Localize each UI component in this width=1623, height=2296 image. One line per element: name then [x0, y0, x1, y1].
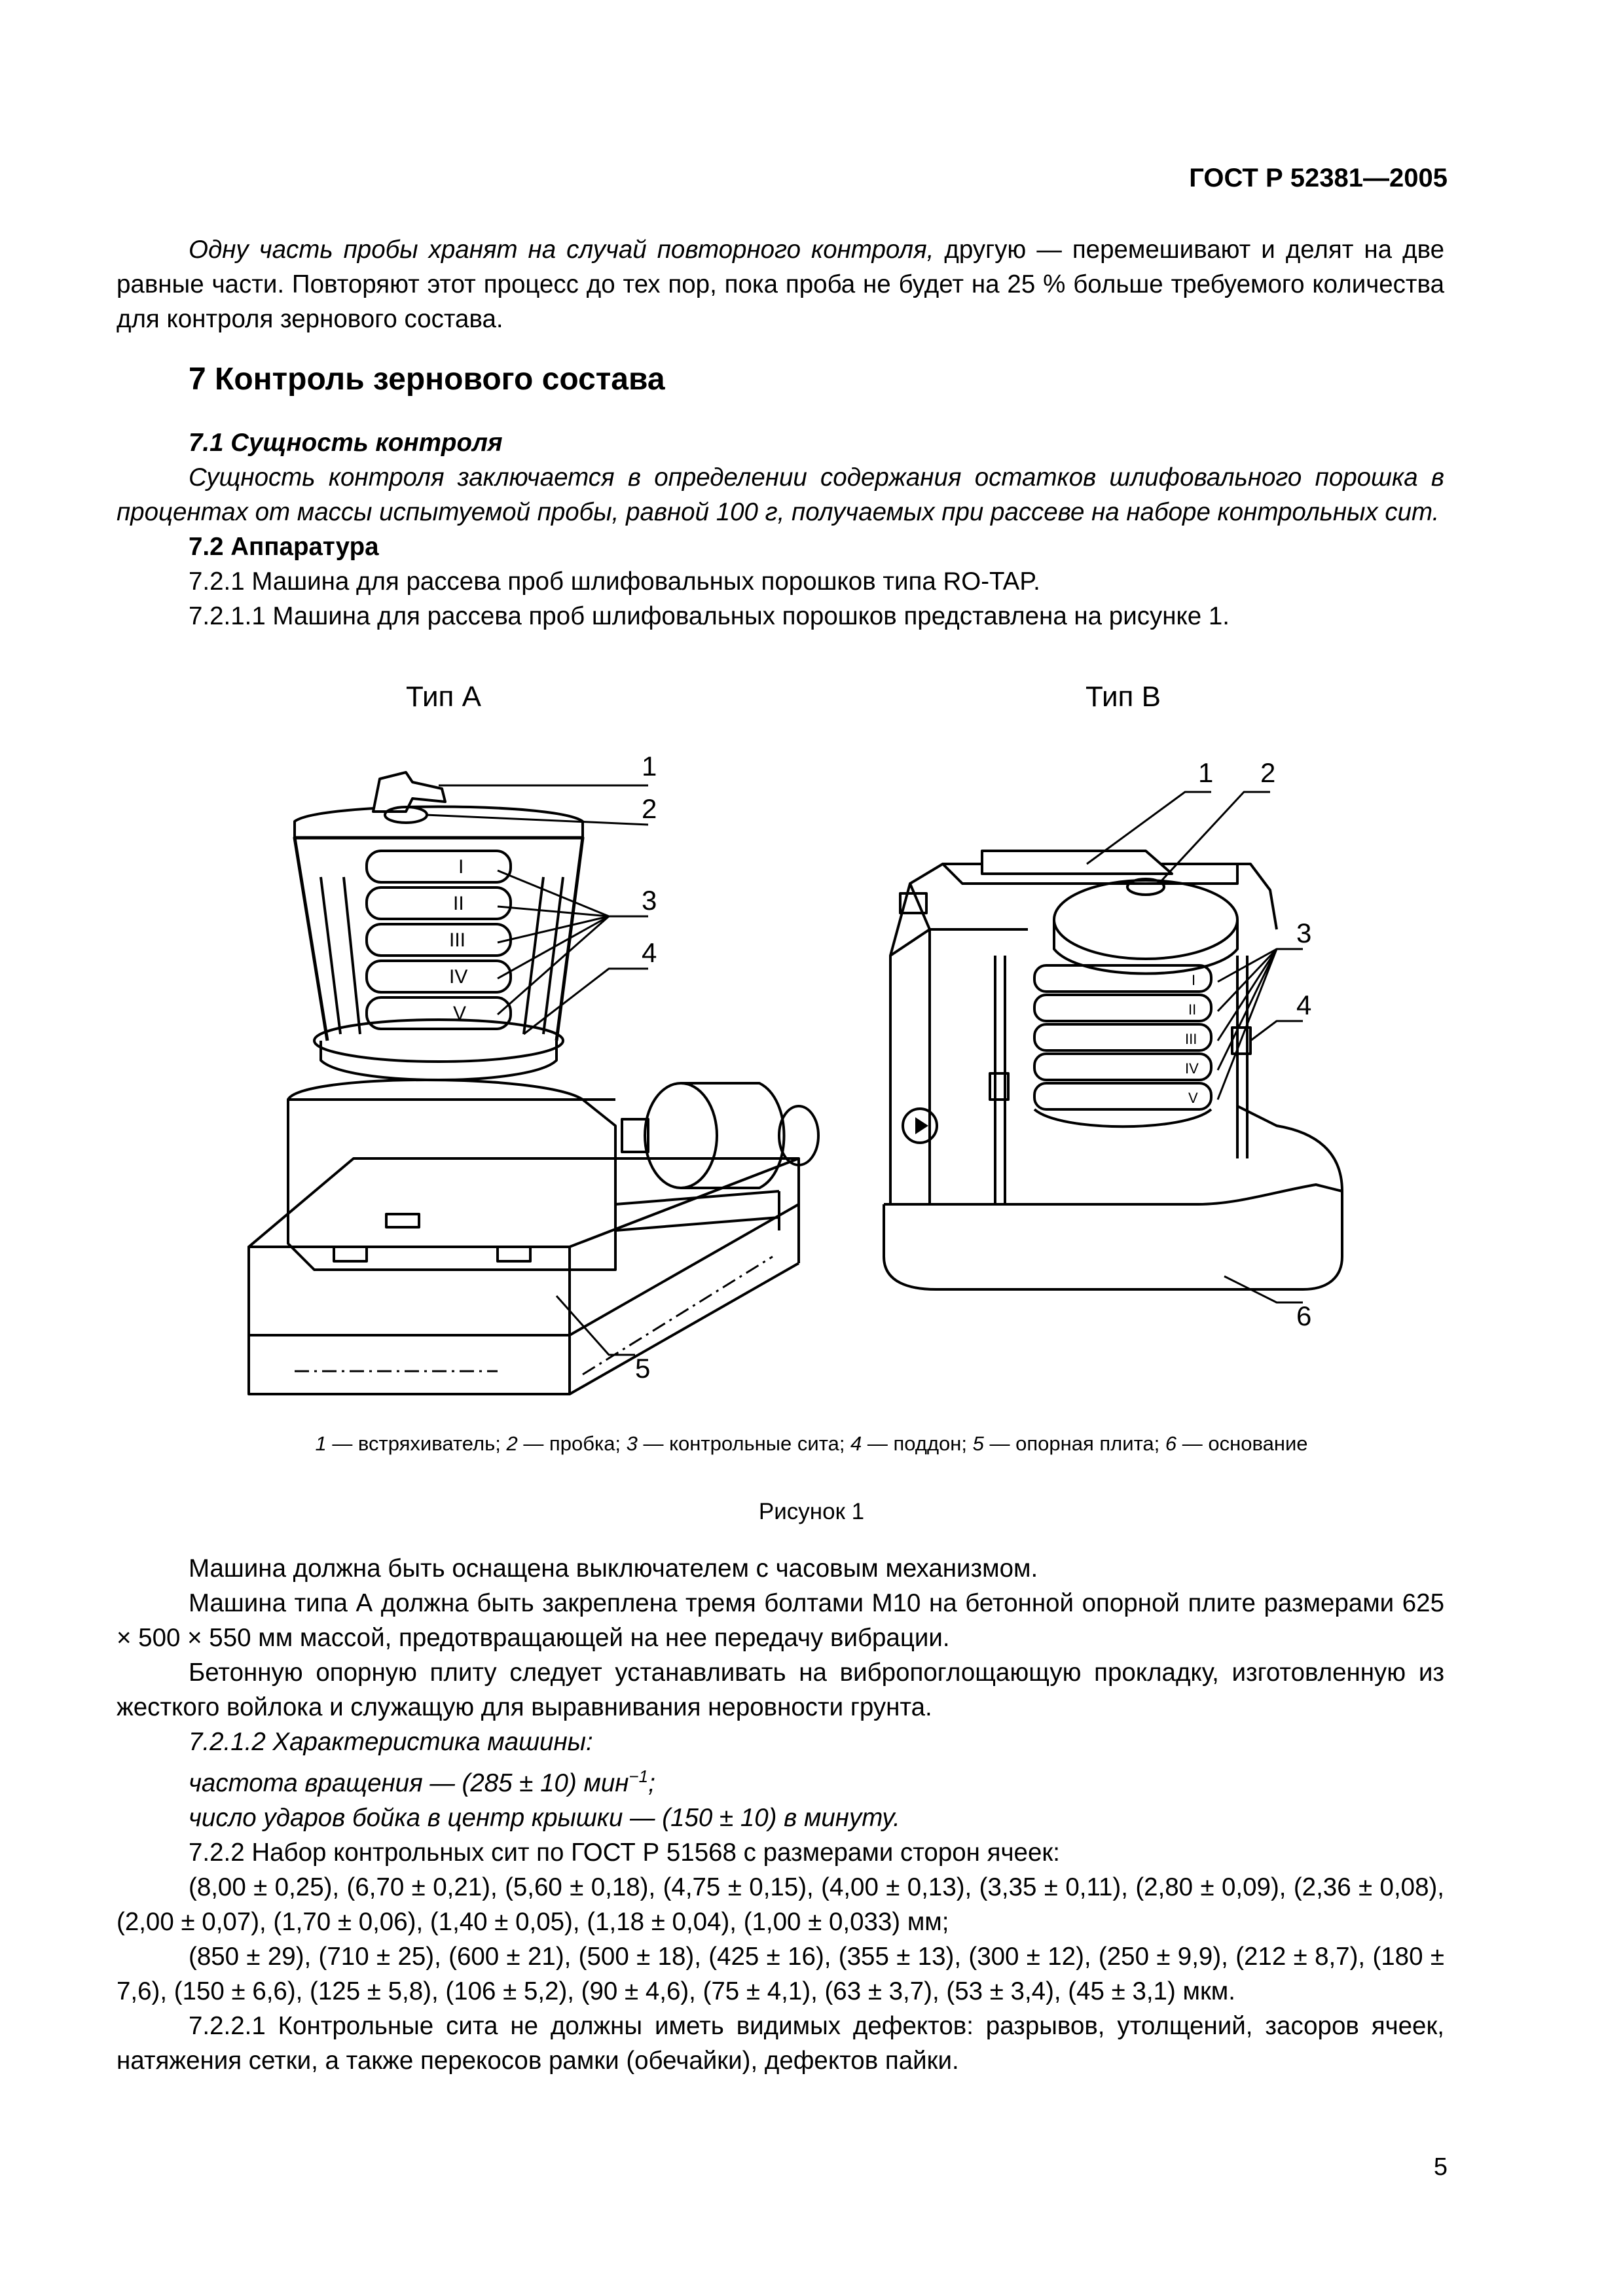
- callout-a-4: 4: [642, 937, 657, 968]
- intro-block: [117, 232, 1444, 336]
- after-p2: Машина типа А должна быть закреплена тремя болтами М10 на бетонной опорной плите размерами 625 × 500 × 550 мм массой, предотвращающей на нее передачу вибрации.: [117, 1589, 1444, 1652]
- legend-n2: 2: [506, 1432, 518, 1455]
- document-header: ГОСТ Р 52381—2005: [1189, 164, 1448, 192]
- callout-b-1: 1: [1198, 757, 1214, 788]
- top-crossbar: [295, 807, 583, 838]
- sieve-b-label-5: V: [1188, 1090, 1198, 1106]
- sieve-b-5: [1034, 1083, 1211, 1109]
- after-p4: 7.2.1.2 Характеристика машины:: [189, 1728, 593, 1756]
- page-number: 5: [1433, 2153, 1448, 2181]
- after-p5: [117, 1759, 1444, 1801]
- legend-t2: — пробка;: [517, 1432, 627, 1455]
- sieve-a-5: [367, 997, 511, 1029]
- sieve-stack-type-a: [367, 851, 511, 1029]
- after-p6: число ударов бойка в центр крышки — (150 ± 10) в минуту.: [189, 1803, 900, 1832]
- figure-type-a-title: Тип А: [406, 681, 481, 713]
- s72-p2: 7.2.1.1 Машина для рассева проб шлифовальных порошков представлена на рисунке 1.: [189, 602, 1230, 630]
- callout-b-4: 4: [1296, 990, 1312, 1020]
- shaker-b-1: [982, 851, 1172, 874]
- s71-text: Сущность контроля заключается в определении содержания остатков шлифовального порошка в процентах от массы испытуемой пробы, равной 100 г, получаемых при рассеве на наборе контрольных сит.: [117, 463, 1444, 526]
- after-figure-block: [117, 1551, 1444, 2078]
- figure-caption: Рисунок 1: [758, 1499, 865, 1524]
- after-p5sup: −1: [629, 1767, 649, 1786]
- motor-body: [645, 1083, 717, 1188]
- callout-b-3: 3: [1296, 918, 1312, 948]
- s72-title: 7.2 Аппаратура: [189, 533, 379, 561]
- sieve-a-label-1: I: [458, 856, 464, 878]
- after-p1: Машина должна быть оснащена выключателем с часовым механизмом.: [189, 1554, 1038, 1583]
- legend-t4: — поддон;: [862, 1432, 973, 1455]
- intro-rest: другую — перемешивают и делят на две равные части. Повторяют этот процесс до тех пор, пока проба не будет на 25 % больше требуемого количества для контроля зернового состава.: [117, 236, 1444, 333]
- sieve-a-4: [367, 961, 511, 992]
- callout-a-3: 3: [642, 885, 657, 916]
- legend-n3: 3: [626, 1432, 638, 1455]
- sieve-b-label-1: I: [1192, 972, 1196, 988]
- legend-n1: 1: [315, 1432, 327, 1455]
- intro-paragraph: [117, 232, 1444, 336]
- sieve-b-label-2: II: [1188, 1001, 1197, 1018]
- leaders-type-b: [1087, 757, 1311, 1331]
- legend-n6: 6: [1165, 1432, 1177, 1455]
- after-p5b: ;: [648, 1768, 655, 1797]
- section-title: 7 Контроль зернового состава: [189, 362, 665, 397]
- base-6: [884, 1106, 1342, 1289]
- section-7-1-block: [117, 425, 1444, 634]
- legend-t6: — основание: [1176, 1432, 1308, 1455]
- sieve-b-label-3: III: [1185, 1031, 1197, 1047]
- s72-p1: 7.2.1 Машина для рассева проб шлифовальных порошков типа RO-TAP.: [189, 567, 1040, 596]
- legend-n4: 4: [850, 1432, 862, 1455]
- callout-b-2: 2: [1260, 757, 1276, 788]
- sieve-a-label-4: IV: [449, 966, 468, 988]
- legend-t1: — встряхиватель;: [326, 1432, 507, 1455]
- figure-legend: [0, 1432, 1623, 1456]
- legend-t3: — контрольные сита;: [637, 1432, 851, 1455]
- sieve-a-3: [367, 924, 511, 956]
- sieve-a-label-5: V: [453, 1003, 467, 1024]
- intro-italic: Одну часть пробы хранят на случай повторного контроля,: [189, 236, 934, 264]
- after-p10: 7.2.2.1 Контрольные сита не должны иметь видимых дефектов: разрывов, утолщений, засоров ячеек, натяжения сетки, а также перекосов рамки (обечайки), дефектов пайки.: [117, 2011, 1444, 2075]
- after-p8: (8,00 ± 0,25), (6,70 ± 0,21), (5,60 ± 0,18), (4,75 ± 0,15), (4,00 ± 0,13), (3,35 ± 0,11), (2,80 ± 0,09), (2,36 ± 0,08), (2,00 ± 0,07), (1,70 ± 0,06), (1,40 ± 0,05), (1,18 ± 0,04), (1,00 ± 0,033) мм;: [117, 1873, 1444, 1936]
- machine-type-a: [249, 772, 818, 1394]
- sieve-a-label-3: III: [449, 929, 466, 951]
- figure-type-b-title: Тип В: [1085, 681, 1161, 713]
- sieve-b-label-4: IV: [1185, 1060, 1199, 1077]
- callout-a-5: 5: [635, 1353, 651, 1384]
- sieve-a-1: [367, 851, 511, 882]
- sieve-b-1: [1034, 965, 1211, 992]
- sieve-stack-type-b: [1034, 965, 1211, 1126]
- machine-base-box: [288, 1100, 615, 1270]
- after-p9: (850 ± 29), (710 ± 25), (600 ± 21), (500 ± 18), (425 ± 16), (355 ± 13), (300 ± 12), (250 ± 9,9), (212 ± 8,7), (180 ± 7,6), (150 ± 6,6), (125 ± 5,8), (106 ± 5,2), (90 ± 4,6), (75 ± 4,1), (63 ± 3,7), (53 ± 3,4), (45 ± 3,1) мкм.: [117, 1942, 1444, 2005]
- after-p7: 7.2.2 Набор контрольных сит по ГОСТ Р 51568 с размерами сторон ячеек:: [189, 1838, 1060, 1867]
- sieve-a-2: [367, 888, 511, 919]
- after-p3: Бетонную опорную плиту следует устанавливать на вибропоглощающую прокладку, изготовленную из жесткого войлока и служащую для выравнивания неровности грунта.: [117, 1659, 1444, 1721]
- s71-title: 7.1 Сущность контроля: [189, 429, 503, 457]
- callout-a-2: 2: [642, 793, 657, 824]
- machine-type-b: [884, 851, 1342, 1289]
- callout-a-1: 1: [642, 751, 657, 781]
- sieve-b-2: [1034, 995, 1211, 1021]
- after-p5a: частота вращения — (285 ± 10) мин: [189, 1768, 629, 1797]
- figure-1-drawing: [216, 733, 1368, 1420]
- callout-b-6: 6: [1296, 1300, 1312, 1331]
- sieve-a-label-2: II: [453, 893, 464, 914]
- legend-n5: 5: [972, 1432, 984, 1455]
- legend-t5: — опорная плита;: [983, 1432, 1165, 1455]
